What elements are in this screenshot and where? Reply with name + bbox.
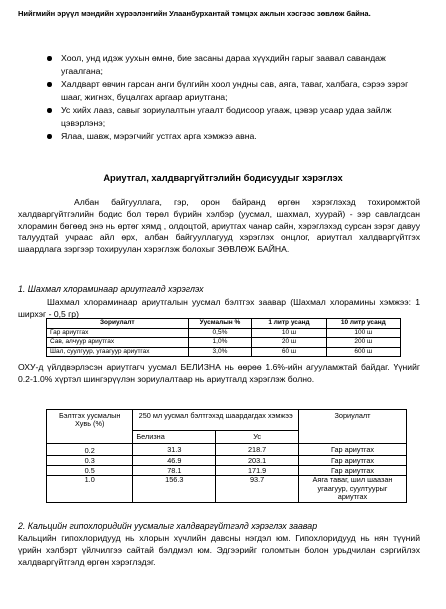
table-cell: 1.0 bbox=[47, 476, 133, 503]
table-cell: Гар ариутгах bbox=[298, 444, 406, 456]
column-header: Ус bbox=[216, 431, 299, 444]
table-row bbox=[47, 476, 407, 503]
subsection-heading-1: 1. Шахмал хлораминаар ариутгалд хэрэглэх bbox=[18, 284, 204, 294]
column-header: 10 литр усанд bbox=[326, 319, 400, 329]
bullet-icon bbox=[47, 82, 52, 87]
table-row bbox=[47, 444, 407, 456]
table-cell: 10 ш bbox=[252, 328, 326, 338]
table-cell: 171.9 bbox=[216, 466, 299, 476]
table-row bbox=[47, 456, 407, 466]
table-header-row bbox=[47, 319, 401, 329]
list-item bbox=[18, 104, 418, 130]
list-item-text: Халдварт өвчин гарсан анги бүлгийн хоол ундны сав, аяга, таваг, халбага, сэрээ зэрэг шааг, жигнэх, буцалгах аргаар ариутгана; bbox=[61, 79, 409, 102]
table-cell: Шал, суулгуур, угаагуур ариутгах bbox=[47, 347, 189, 357]
belizna-dilution-table bbox=[46, 409, 407, 503]
table-cell: 93.7 bbox=[216, 476, 299, 503]
table-cell: 3,0% bbox=[188, 347, 252, 357]
table-cell: 203.1 bbox=[216, 456, 299, 466]
bullet-icon bbox=[47, 108, 52, 113]
table-cell: 0,5% bbox=[188, 328, 252, 338]
table-cell: 78.1 bbox=[133, 466, 216, 476]
table-header-row bbox=[47, 410, 407, 431]
column-header: Белизна bbox=[133, 431, 216, 444]
table-cell: 1,0% bbox=[188, 338, 252, 348]
table-cell: 600 ш bbox=[326, 347, 400, 357]
list-item bbox=[18, 52, 418, 78]
table-row bbox=[47, 328, 401, 338]
table-row bbox=[47, 466, 407, 476]
subsection-heading-2: 2. Кальцийн гипохлоридийн уусмалыг халдваргүйтгэлд хэрэглэх заавар bbox=[18, 521, 318, 531]
table-cell: Сав, алчуур ариутгах bbox=[47, 338, 189, 348]
column-header: Уусмалын % bbox=[188, 319, 252, 329]
list-item-text: Хоол, унд идэж уухын өмнө, бие засаны дараа хүүхдийн гарыг заавал савандаж угаалгана; bbox=[61, 53, 386, 76]
list-item bbox=[18, 78, 418, 104]
table-cell: 200 ш bbox=[326, 338, 400, 348]
bullet-icon bbox=[47, 56, 52, 61]
table-cell: 156.3 bbox=[133, 476, 216, 503]
table-cell: 100 ш bbox=[326, 328, 400, 338]
hypochlorite-paragraph: Кальцийн гипохлоридууд нь хлорын хүчлийн давсны нэгдэл юм. Гипохлоридууд нь нян түүний үрийн хэлбэрт үйлчилгээ сайтай бэлдмэл юм. Эдгээрийг голомтын болон урьдчилан сэргийлэх халдваргүйтгэлд өргөн хэрэглэдэг. bbox=[18, 533, 420, 567]
table-cell: 60 ш bbox=[252, 347, 326, 357]
column-header: 1 литр усанд bbox=[252, 319, 326, 329]
table-cell: 0.5 bbox=[47, 466, 133, 476]
table-cell: 20 ш bbox=[252, 338, 326, 348]
table-cell: 46.9 bbox=[133, 456, 216, 466]
table-cell: Аяга таваг, шил шаазан угаагуур, суултуурыг ариутгах bbox=[298, 476, 406, 503]
bullet-list bbox=[18, 52, 418, 143]
intro-paragraph: Албан байгууллага, гэр, орон байранд өргөн хэрэглэхэд тохиромжтой халдваргүйтгэлийн бодис бол төрөл бүрийн хэлбэр (уусмал, шахмал, хуурай) - ээр савлагдсан хлорамин бөгөөд энэ нь өртөг хямд , олдоцтой, ариутгах чанар сайн, хэрэглэхэд сурсан зэрэг давуу талуудтай учраас айл өрх, албан байгууллагууд хэрэглэх онцлог, ариутгал халдваргүйтгэх шаардлага зэргээр тохируулан хэрэглэж болохыг ЗӨВЛӨЖ БАЙНА. bbox=[18, 197, 420, 255]
column-group-header: 250 мл уусмал бэлтгэхэд шаардагдах хэмжээ bbox=[133, 410, 299, 431]
table-cell: Гар ариутгах bbox=[298, 456, 406, 466]
table-cell: Гар ариутгах bbox=[298, 466, 406, 476]
list-item bbox=[18, 130, 418, 143]
column-header: Зориулалт bbox=[47, 319, 189, 329]
column-header: Бэлтгэх уусмалын Хувь (%) bbox=[47, 410, 133, 444]
bullet-icon bbox=[47, 134, 52, 139]
list-item-text: Ус хийх лааз, савыг зориулалтын угаалт бодисоор угааж, цэвэр усаар удаа зайлж цэвэрлэнэ; bbox=[61, 105, 392, 128]
chloramine-dosage-table bbox=[46, 318, 401, 357]
column-header: Зориулалт bbox=[298, 410, 406, 444]
table-row bbox=[47, 347, 401, 357]
table-cell: Гар ариутгах bbox=[47, 328, 189, 338]
list-item-text: Ялаа, шавж, мэрэгчийг устгах арга хэмжээ авна. bbox=[61, 131, 257, 141]
belizna-paragraph: ОХУ-д үйлдвэрлэсэн ариутгагч уусмал БЕЛИЗНА нь өөрөө 1.6%-ийн агууламжтай байдаг. Үүнийг 0.2-1.0% хүртэл шингэрүүлэн зориулалтаар нь ариутгалд хэрэглэж болно. bbox=[18, 362, 420, 384]
table-cell: 0.2 bbox=[47, 444, 133, 456]
table-cell: 218.7 bbox=[216, 444, 299, 456]
table-cell: 0.3 bbox=[47, 456, 133, 466]
section-title: Ариутгал, халдваргүйтгэлийн бодисуудыг хэрэглэх bbox=[103, 173, 343, 183]
dosage-instruction: Шахмал хлораминаар ариутгалын уусмал бэлтгэх заавар (Шахмал хлорамины хэмжээ: 1 ширхэг - 0,5 гр) bbox=[18, 297, 420, 319]
page-header: Нийгмийн эрүүл мэндийн хүрээлэнгийн Улаанбурхантай тэмцэх ажлын хэсгээс зөвлөж байна. bbox=[18, 9, 371, 18]
table-row bbox=[47, 338, 401, 348]
table-cell: 31.3 bbox=[133, 444, 216, 456]
